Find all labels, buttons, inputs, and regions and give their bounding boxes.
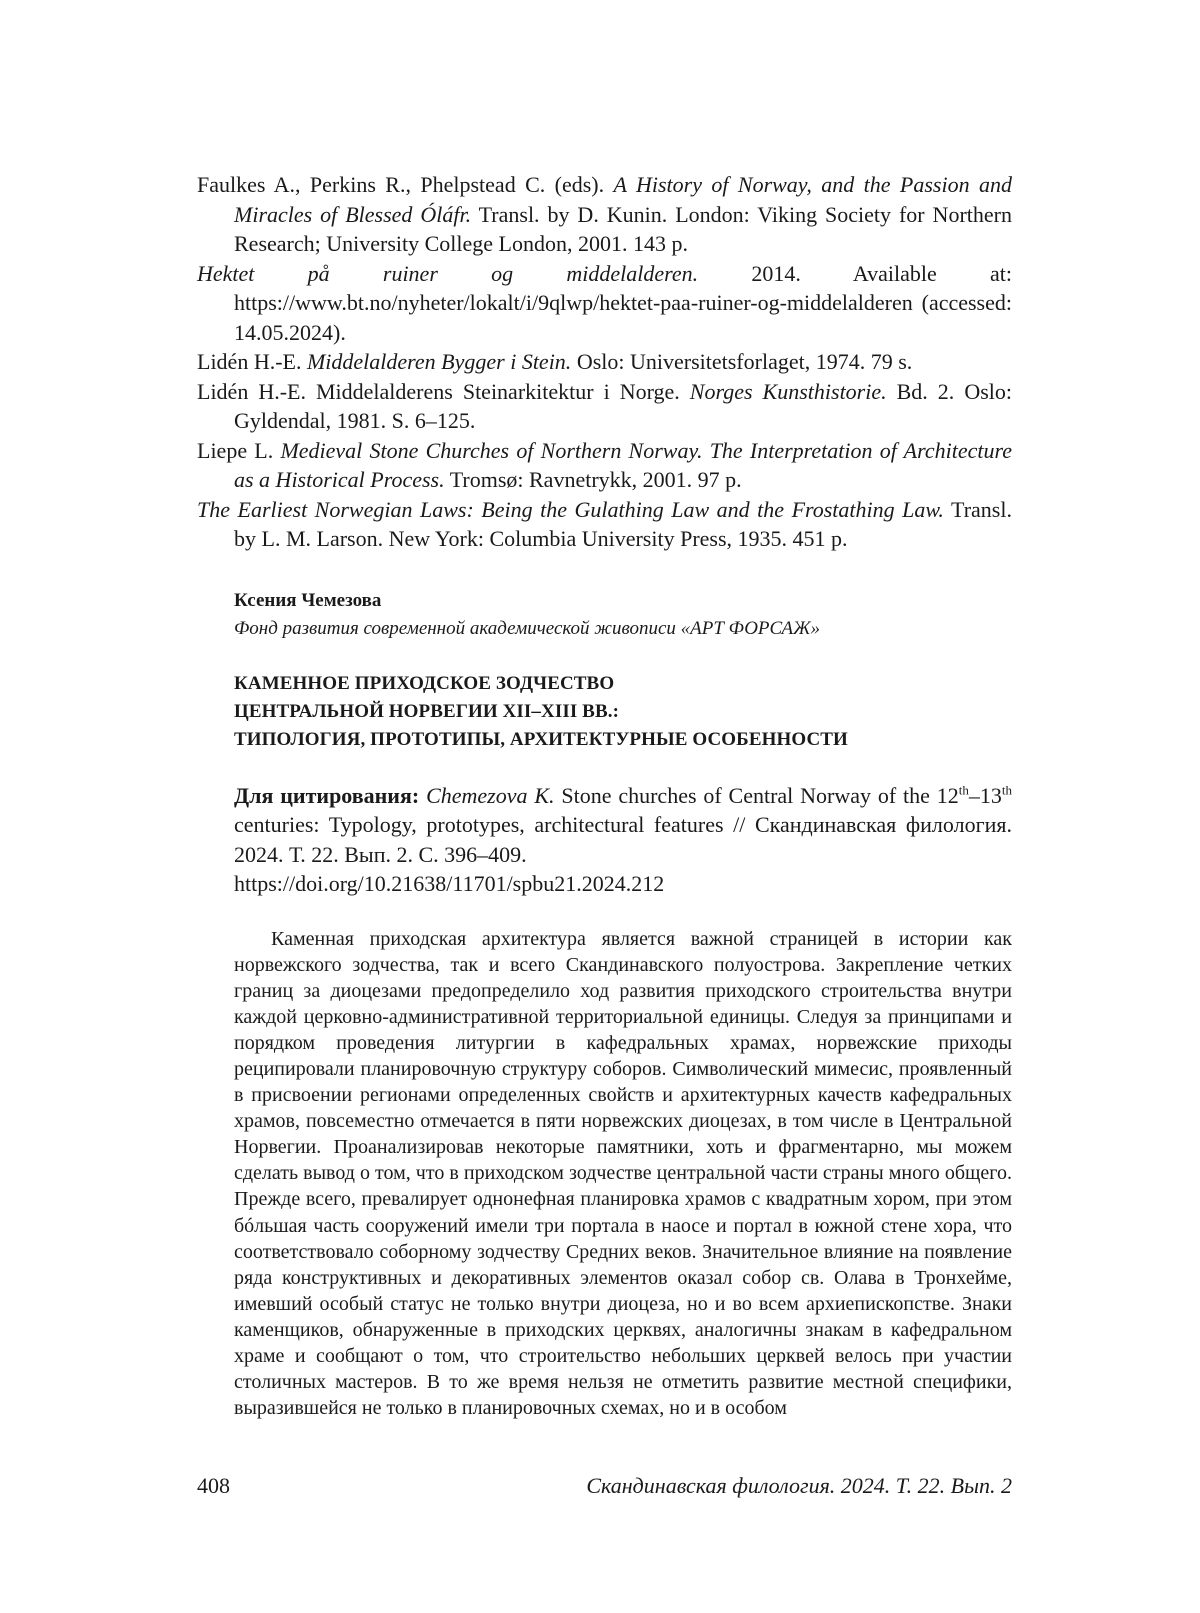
reference-title: Medieval Stone Churches of Northern Norway. The Interpretation of Architecture as a Historical Process. (234, 437, 1012, 492)
author-block (197, 587, 1012, 643)
reference-title: The Earliest Norwegian Laws: Being the Gulathing Law and the Frostathing Law. (197, 496, 944, 522)
author-affiliation: Фонд развития современной академической живописи «АРТ ФОРСАЖ» (234, 617, 820, 639)
reference-item: Liepe L. Medieval Stone Churches of Northern Norway. The Interpretation of Architecture as a Historical Process. Tromsø: Ravnetrykk, 2001. 97 p. (197, 437, 1012, 492)
article-title-line: ТИПОЛОГИЯ, ПРОТОТИПЫ, АРХИТЕКТУРНЫЕ ОСОБЕННОСТИ (234, 728, 848, 750)
article-title-line: КАМЕННОЕ ПРИХОДСКОЕ ЗОДЧЕСТВО (234, 672, 615, 694)
page-content (197, 170, 1012, 1441)
citation-block: Для цитирования: Chemezova K. Stone churches of Central Norway of the 12th–13th centuries: Typology, prototypes, architectural features // Скандинавская филология. 2024. Т. 22. Вып. 2. С. 396–409. https://doi.org/10.21638/11701/spbu21.2024.212 (234, 782, 1013, 896)
citation-doi: https://doi.org/10.21638/11701/spbu21.2024.212 (234, 871, 665, 896)
article-title-line: ЦЕНТРАЛЬНОЙ НОРВЕГИИ XII–XIII ВВ.: (234, 700, 619, 722)
article-title (197, 670, 1012, 754)
citation-label: Для цитирования: (234, 782, 420, 808)
citation-author: Chemezova K. (426, 782, 555, 808)
reference-title: Middelalderen Bygger i Stein. (306, 349, 572, 374)
reference-title: A History of Norway, and the Passion and Miracles of Blessed Óláfr. (234, 172, 1012, 227)
reference-item: Lidén H.-E. Middelalderens Steinarkitektur i Norge. Norges Kunsthistorie. Bd. 2. Oslo: Gyldendal, 1981. S. 6–125. (197, 378, 1012, 433)
reference-list (197, 170, 1012, 554)
reference-title: Hektet på ruiner og middelalderen. (197, 260, 699, 286)
abstract-paragraph: Каменная приходская архитектура является важной страницей в истории как норвежского зодчества, так и всего Скандинавского полуострова. Закрепление четких границ за диоцезами предопределило ход развития приходского строительства внутри каждой церковно-административной территориальной единицы. Следуя за принципами и порядком проведения литургии в кафедральных храмах, норвежские приходы реципировали планировочную структуру соборов. Символический мимесис, проявленный в присвоении регионами определенных свойств и архитектурных качеств кафедральных храмов, повсеместно отмечается в пяти норвежских диоцезах, в том числе в Центральной Норвегии. Проанализировав некоторые памятники, хоть и фрагментарно, мы можем сделать вывод о том, что в приходском зодчестве центральной части страны много общего. Прежде всего, превалирует однонефная планировка храмов с квадратным хором, при этом бóльшая часть сооружений имели три портала в наосе и портал в южной стене хора, что соответствовало соборному зодчеству Средних веков. Значительное влияние на появление ряда конструктивных и декоративных элементов оказал собор св. Олава в Тронхейме, имевший особый статус не только внутри диоцеза, но и во всем архиепископстве. Знаки каменщиков, обнаруженные в приходских церквях, аналогичны знакам в кафедральном храме и сообщают о том, что строительство небольших церквей велось при участии столичных мастеров. В то же время нельзя не отметить развитие местной специфики, выразившейся не только в планировочных схемах, но и в особом (234, 927, 1012, 1420)
author-name: Ксения Чемезова (234, 589, 382, 611)
page-number: 408 (197, 1473, 230, 1498)
reference-item: The Earliest Norwegian Laws: Being the Gulathing Law and the Frostathing Law. Transl. by L. M. Larson. New York: Columbia University Press, 1935. 451 p. (197, 496, 1012, 551)
reference-item: Hektet på ruiner og middelalderen. 2014. Available at: https://www.bt.no/nyheter/lokalt/i/9qlwp/hektet-paa-ruiner-og-middelalderen (accessed: 14.05.2024). (197, 260, 1012, 345)
journal-running-title: Скандинавская филология. 2024. Т. 22. Вып. 2 (586, 1473, 1012, 1498)
reference-item: Faulkes A., Perkins R., Phelpstead C. (eds). A History of Norway, and the Passion and Miracles of Blessed Óláfr. Transl. by D. Kunin. London: Viking Society for Northern Research; University College London, 2001. 143 p. (197, 172, 1012, 256)
reference-title: Norges Kunsthistorie. (689, 378, 887, 404)
reference-item: Lidén H.-E. Middelalderen Bygger i Stein. Oslo: Universitetsforlaget, 1974. 79 s. (197, 349, 913, 374)
